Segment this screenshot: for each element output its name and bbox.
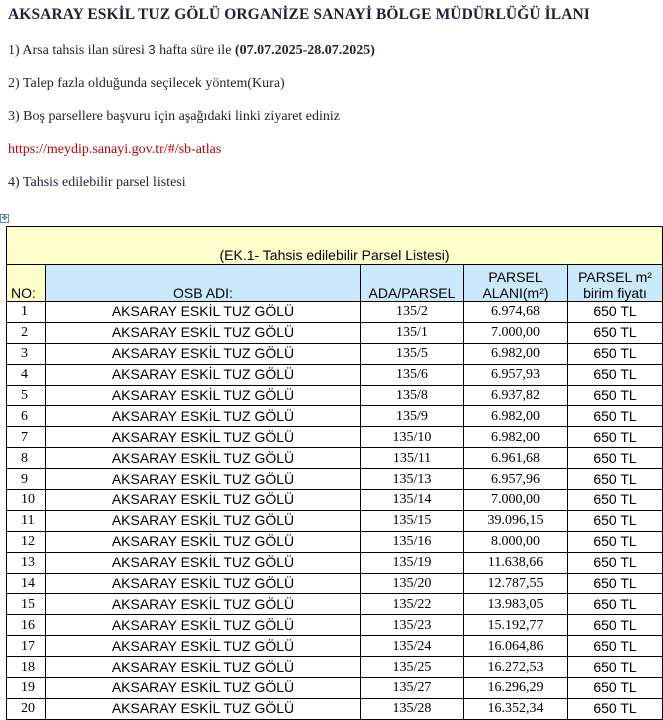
item-ilan-suresi [8, 42, 375, 59]
cell-no: 16 [7, 615, 46, 636]
cell-alan: 6.982,00 [464, 427, 568, 448]
table-row [7, 343, 663, 364]
cell-fiyat: 650 TL [568, 552, 663, 573]
cell-osb: AKSARAY ESKİL TUZ GÖLÜ [46, 302, 361, 323]
table-row [7, 490, 663, 511]
header-birim-fiyat [568, 265, 663, 302]
cell-alan: 13.983,05 [464, 594, 568, 615]
table-row [7, 698, 663, 719]
table-row [7, 678, 663, 699]
cell-no: 17 [7, 636, 46, 657]
cell-no: 8 [7, 448, 46, 469]
cell-no: 10 [7, 490, 46, 511]
cell-fiyat: 650 TL [568, 302, 663, 323]
table-row [7, 364, 663, 385]
cell-fiyat: 650 TL [568, 385, 663, 406]
cell-no: 4 [7, 364, 46, 385]
cell-no: 5 [7, 385, 46, 406]
cell-no: 20 [7, 698, 46, 719]
cell-ada: 135/16 [361, 531, 464, 552]
cell-osb: AKSARAY ESKİL TUZ GÖLÜ [46, 636, 361, 657]
table-row [7, 406, 663, 427]
cell-osb: AKSARAY ESKİL TUZ GÖLÜ [46, 698, 361, 719]
table-header-row [7, 265, 663, 302]
cell-no: 13 [7, 552, 46, 573]
cell-alan: 15.192,77 [464, 615, 568, 636]
cell-alan: 6.982,00 [464, 343, 568, 364]
cell-alan: 6.937,82 [464, 385, 568, 406]
table-caption: (EK.1- Tahsis edilebilir Parsel Listesi) [7, 227, 663, 265]
page-title: AKSARAY ESKİL TUZ GÖLÜ ORGANİZE SANAYİ BÖLGE MÜDÜRLÜĞÜ İLANI [8, 6, 590, 23]
cell-fiyat: 650 TL [568, 364, 663, 385]
cell-ada: 135/28 [361, 698, 464, 719]
table-row [7, 636, 663, 657]
item1-text: 1) Arsa tahsis ilan süresi [8, 43, 149, 58]
cell-ada: 135/8 [361, 385, 464, 406]
cell-alan: 6.957,93 [464, 364, 568, 385]
cell-fiyat: 650 TL [568, 698, 663, 719]
cell-osb: AKSARAY ESKİL TUZ GÖLÜ [46, 322, 361, 343]
cell-ada: 135/13 [361, 469, 464, 490]
item-basvuru: 3) Boş parsellere başvuru için aşağıdaki linki ziyaret ediniz [8, 109, 341, 124]
cell-fiyat: 650 TL [568, 448, 663, 469]
cell-osb: AKSARAY ESKİL TUZ GÖLÜ [46, 510, 361, 531]
header-parsel-alani [464, 265, 568, 302]
parsel-table [6, 226, 663, 720]
cell-ada: 135/14 [361, 490, 464, 511]
item1-weeks: 3 [148, 42, 156, 57]
header-no: NO: [7, 265, 46, 302]
cell-no: 11 [7, 510, 46, 531]
cell-alan: 16.272,53 [464, 657, 568, 678]
cell-alan: 8.000,00 [464, 531, 568, 552]
cell-ada: 135/9 [361, 406, 464, 427]
table-row [7, 657, 663, 678]
cell-fiyat: 650 TL [568, 510, 663, 531]
cell-ada: 135/25 [361, 657, 464, 678]
cell-osb: AKSARAY ESKİL TUZ GÖLÜ [46, 385, 361, 406]
cell-ada: 135/20 [361, 573, 464, 594]
cell-alan: 7.000,00 [464, 322, 568, 343]
cell-alan: 12.787,55 [464, 573, 568, 594]
cell-osb: AKSARAY ESKİL TUZ GÖLÜ [46, 573, 361, 594]
header-ada-parsel: ADA/PARSEL [361, 265, 464, 302]
cell-fiyat: 650 TL [568, 657, 663, 678]
cell-osb: AKSARAY ESKİL TUZ GÖLÜ [46, 615, 361, 636]
cell-osb: AKSARAY ESKİL TUZ GÖLÜ [46, 657, 361, 678]
cell-osb: AKSARAY ESKİL TUZ GÖLÜ [46, 531, 361, 552]
cell-ada: 135/23 [361, 615, 464, 636]
cell-fiyat: 650 TL [568, 573, 663, 594]
cell-osb: AKSARAY ESKİL TUZ GÖLÜ [46, 552, 361, 573]
cell-no: 18 [7, 657, 46, 678]
table-caption-row [7, 227, 663, 265]
table-row [7, 552, 663, 573]
cell-ada: 135/2 [361, 302, 464, 323]
cell-fiyat: 650 TL [568, 678, 663, 699]
cell-no: 7 [7, 427, 46, 448]
table-row [7, 448, 663, 469]
table-row [7, 594, 663, 615]
cell-fiyat: 650 TL [568, 615, 663, 636]
cell-osb: AKSARAY ESKİL TUZ GÖLÜ [46, 343, 361, 364]
table-row [7, 385, 663, 406]
table-row [7, 573, 663, 594]
cell-osb: AKSARAY ESKİL TUZ GÖLÜ [46, 678, 361, 699]
cell-no: 9 [7, 469, 46, 490]
cell-no: 15 [7, 594, 46, 615]
item1-rest: hafta süre ile [155, 43, 235, 58]
table-row [7, 615, 663, 636]
table-row [7, 510, 663, 531]
cell-no: 1 [7, 302, 46, 323]
cell-ada: 135/24 [361, 636, 464, 657]
cell-fiyat: 650 TL [568, 490, 663, 511]
cell-fiyat: 650 TL [568, 594, 663, 615]
cell-fiyat: 650 TL [568, 427, 663, 448]
cell-osb: AKSARAY ESKİL TUZ GÖLÜ [46, 490, 361, 511]
cell-alan: 16.296,29 [464, 678, 568, 699]
table-row [7, 427, 663, 448]
cell-no: 14 [7, 573, 46, 594]
table-row [7, 469, 663, 490]
cell-no: 19 [7, 678, 46, 699]
cell-osb: AKSARAY ESKİL TUZ GÖLÜ [46, 364, 361, 385]
cell-ada: 135/15 [361, 510, 464, 531]
cell-alan: 6.974,68 [464, 302, 568, 323]
cell-fiyat: 650 TL [568, 322, 663, 343]
cell-no: 3 [7, 343, 46, 364]
cell-fiyat: 650 TL [568, 469, 663, 490]
cell-osb: AKSARAY ESKİL TUZ GÖLÜ [46, 469, 361, 490]
cell-no: 12 [7, 531, 46, 552]
table-row [7, 531, 663, 552]
cell-osb: AKSARAY ESKİL TUZ GÖLÜ [46, 594, 361, 615]
basvuru-link[interactable]: https://meydip.sanayi.gov.tr/#/sb-atlas [8, 142, 222, 157]
cell-alan: 16.352,34 [464, 698, 568, 719]
cell-alan: 6.961,68 [464, 448, 568, 469]
cell-fiyat: 650 TL [568, 531, 663, 552]
cell-alan: 16.064,86 [464, 636, 568, 657]
cell-osb: AKSARAY ESKİL TUZ GÖLÜ [46, 448, 361, 469]
header-fiyat-line1: PARSEL m² [578, 269, 652, 285]
cell-osb: AKSARAY ESKİL TUZ GÖLÜ [46, 427, 361, 448]
table-row [7, 322, 663, 343]
cell-ada: 135/27 [361, 678, 464, 699]
cell-alan: 11.638,66 [464, 552, 568, 573]
header-alan-line2: ALANI(m²) [482, 285, 549, 301]
cell-ada: 135/6 [361, 364, 464, 385]
cell-fiyat: 650 TL [568, 406, 663, 427]
cell-alan: 6.982,00 [464, 406, 568, 427]
cell-ada: 135/5 [361, 343, 464, 364]
cell-ada: 135/1 [361, 322, 464, 343]
header-osb: OSB ADI: [46, 265, 361, 302]
cell-fiyat: 650 TL [568, 636, 663, 657]
cell-ada: 135/10 [361, 427, 464, 448]
cell-no: 6 [7, 406, 46, 427]
cell-alan: 6.957,96 [464, 469, 568, 490]
table-row [7, 302, 663, 323]
cell-ada: 135/19 [361, 552, 464, 573]
item1-dates: (07.07.2025-28.07.2025) [234, 43, 375, 58]
header-alan-line1: PARSEL [488, 269, 543, 285]
cell-alan: 7.000,00 [464, 490, 568, 511]
cell-no: 2 [7, 322, 46, 343]
item-yontem: 2) Talep fazla olduğunda seçilecek yöntem(Kura) [8, 76, 285, 91]
cell-ada: 135/22 [361, 594, 464, 615]
cell-osb: AKSARAY ESKİL TUZ GÖLÜ [46, 406, 361, 427]
header-fiyat-line2: birim fiyatı [583, 285, 647, 301]
item-parsel-listesi: 4) Tahsis edilebilir parsel listesi [8, 175, 186, 190]
cell-ada: 135/11 [361, 448, 464, 469]
move-handle-icon[interactable]: ✥ [1, 214, 8, 222]
cell-alan: 39.096,15 [464, 510, 568, 531]
cell-fiyat: 650 TL [568, 343, 663, 364]
